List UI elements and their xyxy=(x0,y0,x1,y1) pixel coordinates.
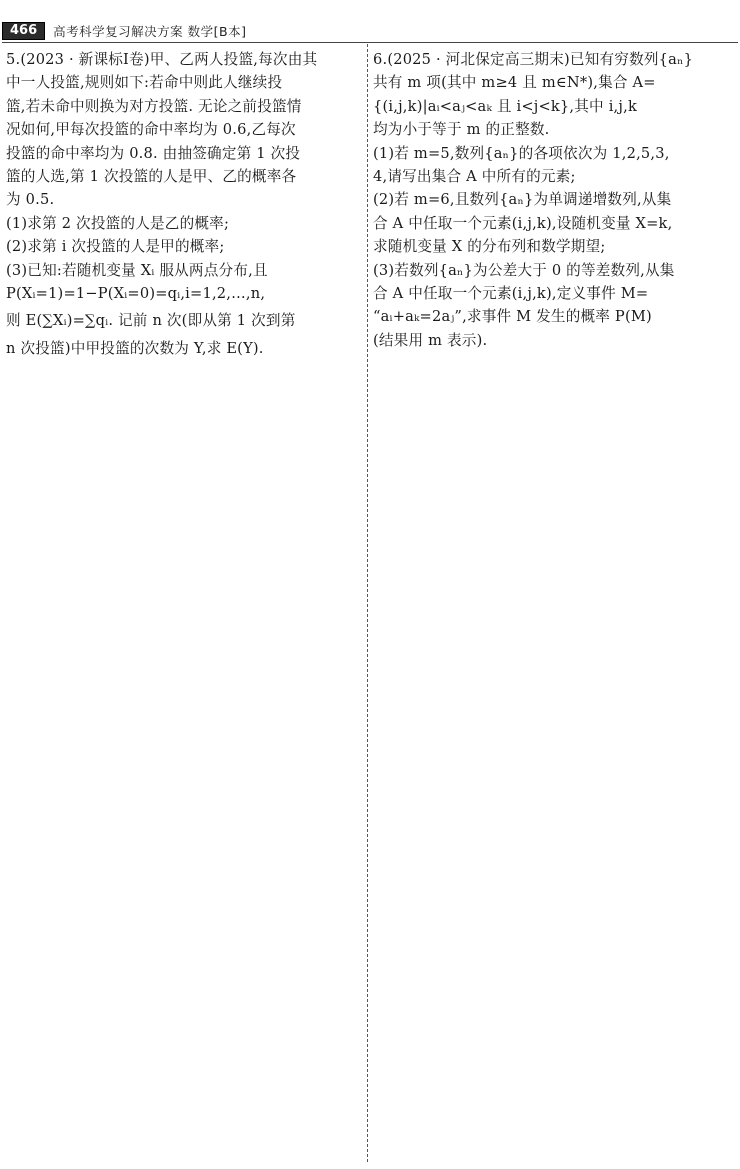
problem-6-part-2: (2)若 m=6,且数列{aₙ}为单调递增数列,从集 xyxy=(373,191,672,209)
problem-6-line: 合 A 中任取一个元素(i,j,k),定义事件 M= xyxy=(373,285,649,303)
page-header xyxy=(2,22,738,40)
problem-6-line: 4,请写出集合 A 中所有的元素; xyxy=(373,168,576,186)
problem-5-line: 投篮的命中率均为 0.8. 由抽签确定第 1 次投 xyxy=(6,144,301,162)
problem-5 xyxy=(6,48,358,361)
problem-6-line: 6.(2025 · 河北保定高三期末)已知有穷数列{aₙ} xyxy=(373,51,694,68)
problem-6-line: 合 A 中任取一个元素(i,j,k),设随机变量 X=k, xyxy=(373,214,673,232)
problem-6-part-3: (3)若数列{aₙ}为公差大于 0 的等差数列,从集 xyxy=(373,261,675,279)
problem-5-line: n 次投篮)中甲投篮的次数为 Y,求 E(Y). xyxy=(6,340,264,358)
header-rule xyxy=(2,42,738,43)
problem-6-line: 求随机变量 X 的分布列和数学期望; xyxy=(373,238,606,256)
problem-5-line: 中一人投篮,规则如下:若命中则此人继续投 xyxy=(6,74,283,92)
problem-6-line: “aᵢ+aₖ=2aⱼ”,求事件 M 发生的概率 P(M) xyxy=(373,308,652,326)
page-number-badge: 466 xyxy=(2,22,45,40)
problem-6 xyxy=(373,48,733,352)
problem-5-line: 5.(2023 · 新课标Ⅰ卷)甲、乙两人投篮,每次由其 xyxy=(6,51,318,68)
problem-5-line: 篮的人选,第 1 次投篮的人是甲、乙的概率各 xyxy=(6,168,297,186)
problem-5-part-3: (3)已知:若随机变量 Xᵢ 服从两点分布,且 xyxy=(6,261,268,279)
problem-5-sum-line: 则 E(∑Xᵢ)=∑qᵢ. 记前 n 次(即从第 1 次到第 xyxy=(6,312,296,330)
problem-5-line: 篮,若未命中则换为对方投篮. 无论之前投篮情 xyxy=(6,97,302,115)
problem-5-line: P(Xᵢ=1)=1−P(Xᵢ=0)=qᵢ,i=1,2,…,n, xyxy=(6,285,266,303)
problem-5-part-2: (2)求第 i 次投篮的人是甲的概率; xyxy=(6,238,225,256)
column-divider xyxy=(367,44,368,1162)
problem-5-line: 况如何,甲每次投篮的命中率均为 0.6,乙每次 xyxy=(6,121,296,139)
problem-6-line: 均为小于等于 m 的正整数. xyxy=(373,121,550,139)
book-title: 高考科学复习解决方案 数学[B本] xyxy=(53,24,247,39)
problem-6-part-1: (1)若 m=5,数列{aₙ}的各项依次为 1,2,5,3, xyxy=(373,144,670,162)
problem-5-part-1: (1)求第 2 次投篮的人是乙的概率; xyxy=(6,214,230,232)
problem-6-line: (结果用 m 表示). xyxy=(373,331,488,349)
problem-5-line: 为 0.5. xyxy=(6,191,55,209)
problem-6-line: {(i,j,k)|aᵢ<aⱼ<aₖ 且 i<j<k},其中 i,j,k xyxy=(373,97,638,115)
problem-6-line: 共有 m 项(其中 m≥4 且 m∈N*),集合 A= xyxy=(373,74,656,92)
